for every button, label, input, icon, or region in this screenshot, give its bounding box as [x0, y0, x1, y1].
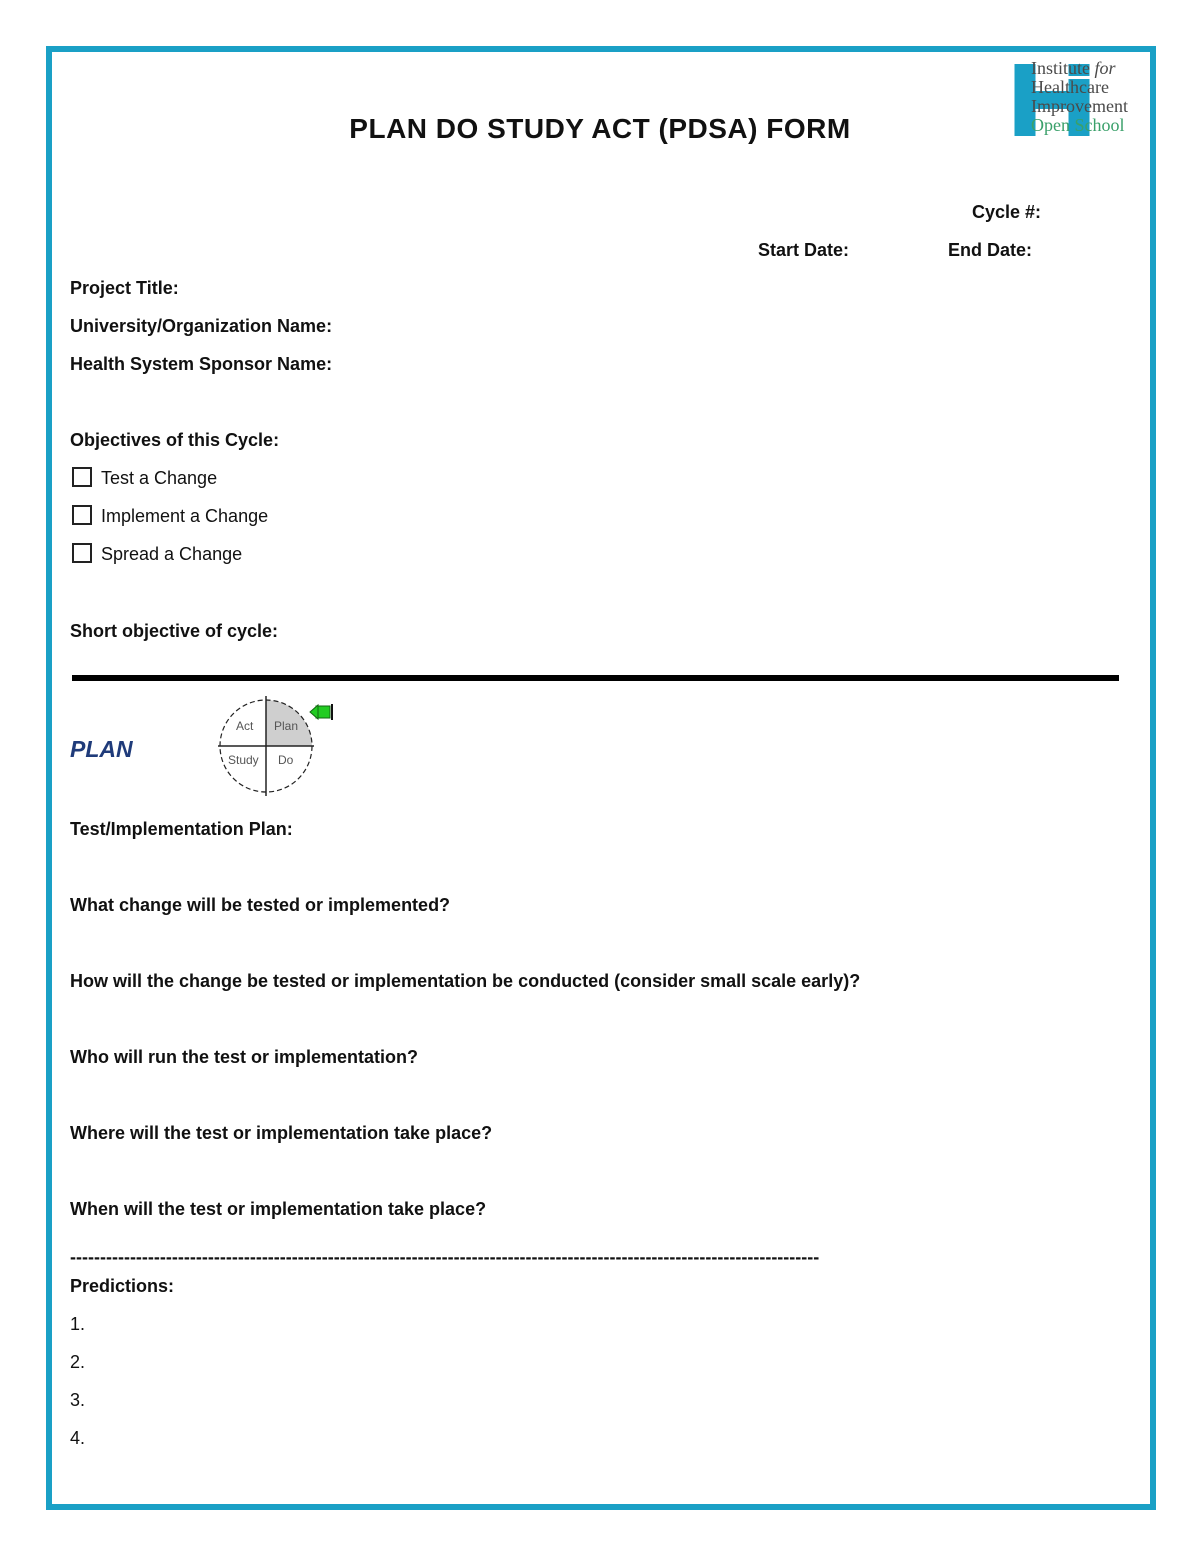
spread-change-checkbox[interactable]: [72, 543, 92, 563]
plan-quadrant-label: Plan: [274, 719, 299, 733]
sponsor-name-label: Health System Sponsor Name:: [70, 354, 333, 374]
dashed-separator: -----------------------------------------------------------------------------------------------------------------------------: [70, 1247, 820, 1267]
ihi-logo-text: Institute for Healthcare Improvement Open School: [1031, 58, 1128, 135]
section-divider: [72, 675, 1119, 681]
implement-change-label: Implement a Change: [101, 506, 269, 526]
predictions-heading: Predictions:: [70, 1276, 175, 1296]
prediction-item-4: 4.: [70, 1428, 86, 1448]
test-change-label: Test a Change: [101, 468, 218, 488]
test-change-checkbox[interactable]: [72, 467, 92, 487]
project-title-label: Project Title:: [70, 278, 179, 298]
implement-change-checkbox[interactable]: [72, 505, 92, 525]
spread-change-label: Spread a Change: [101, 544, 243, 564]
test-plan-label: Test/Implementation Plan:: [70, 819, 293, 839]
question-where: Where will the test or implementation take place?: [70, 1123, 493, 1143]
question-who-runs: Who will run the test or implementation?: [70, 1047, 419, 1067]
start-date-label: Start Date:: [758, 240, 850, 260]
question-when: When will the test or implementation take place?: [70, 1199, 487, 1219]
organization-name-label: University/Organization Name:: [70, 316, 333, 336]
do-quadrant-label: Do: [278, 753, 294, 767]
green-arrow-icon: [310, 704, 332, 720]
objectives-heading: Objectives of this Cycle:: [70, 430, 280, 450]
short-objective-label: Short objective of cycle:: [70, 621, 279, 641]
prediction-item-2: 2.: [70, 1352, 86, 1372]
end-date-label: End Date:: [948, 240, 1033, 260]
pdsa-cycle-diagram: [214, 694, 340, 800]
page-border: [46, 46, 1156, 1510]
question-what-change: What change will be tested or implemented?: [70, 895, 451, 915]
cycle-number-label: Cycle #:: [972, 202, 1042, 222]
prediction-item-3: 3.: [70, 1390, 86, 1410]
act-quadrant-label: Act: [236, 719, 254, 733]
plan-heading: PLAN: [70, 736, 133, 762]
study-quadrant-label: Study: [228, 753, 259, 767]
prediction-item-1: 1.: [70, 1314, 86, 1334]
page-title: PLAN DO STUDY ACT (PDSA) FORM: [349, 113, 851, 144]
question-how-tested: How will the change be tested or implementation be conducted (consider small scale early)?: [70, 971, 861, 991]
